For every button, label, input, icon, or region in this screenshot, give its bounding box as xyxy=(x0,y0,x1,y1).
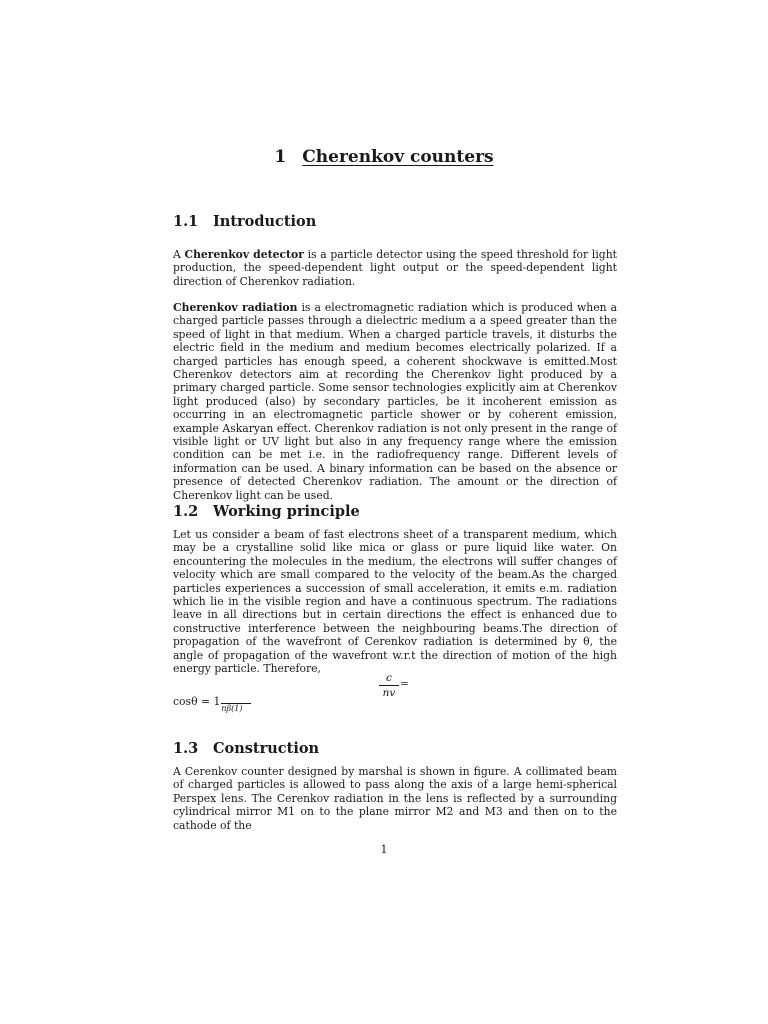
fraction-c-over-nv: c nv xyxy=(379,672,399,699)
term-cherenkov-detector: Cherenkov detector xyxy=(184,248,304,261)
cos-theta-equation: cosθ = 1 nβ(1) xyxy=(173,695,251,714)
section-number: 1 xyxy=(274,147,287,167)
construction-paragraph: A Cerenkov counter designed by marshal is shown in figure. A collimated beam of charged particles is allowed to pass along the axis of a large hemi-spherical Perspex lens. The Cerenkov radiation in the lens is reflected by a surrounding cylindrical mirror M1 on to the plane mirror M2 and M3 and then on to the cathode of the xyxy=(173,765,617,832)
subsection-number: 1.1 xyxy=(173,213,199,230)
equation-subscript-fraction: nβ(1) xyxy=(221,700,251,714)
subsection-number: 1.3 xyxy=(173,740,199,757)
intro-paragraph-1: A Cherenkov detector is a particle detector using the speed threshold for light production, the speed-dependent light output or the speed-dependent light direction of Cherenkov radiation. xyxy=(173,248,617,288)
subsection-title: Introduction xyxy=(213,213,317,230)
section-heading xyxy=(0,147,768,167)
page-number: 1 xyxy=(380,843,388,856)
working-paragraph: Let us consider a beam of fast electrons sheet of a transparent medium, which may be a crystalline solid like mica or glass or pure liquid like water. On encountering the molecules in the medium, the electrons will suffer changes of velocity which are small compared to the velocity of the beam.As the charged particles experiences a succession of small acceleration, it emits e.m. radiation which lie in the visible region and have a continuous spectrum. The radiations leave in all directions but in certain directions the effect is enhanced due to constructive interference between the neighbouring beams.The direction of propagation of the wavefront of Cerenkov radiation is determined by θ, the angle of propagation of the wavefront w.r.t the direction of motion of the high energy particle. Therefore, xyxy=(173,528,617,676)
subsection-title: Working principle xyxy=(213,503,360,520)
subsection-heading-introduction xyxy=(173,213,316,230)
subsection-heading-construction xyxy=(173,740,319,757)
fraction-equals-sign: = xyxy=(400,678,409,690)
subsection-title: Construction xyxy=(213,740,320,757)
term-cherenkov-radiation: Cherenkov radiation xyxy=(173,301,298,314)
subsection-number: 1.2 xyxy=(173,503,199,520)
section-title: Cherenkov counters xyxy=(302,147,494,167)
intro-paragraph-2: Cherenkov radiation is a electromagnetic radiation which is produced when a charged particle passes through a dielectric medium a a speed greater than the speed of light in that medium. When a charged particle travels, it disturbs the electric field in the medium and medium becomes electrically polarized. If a charged particles has enough speed, a coherent shockwave is emitted.Most Cherenkov detectors aim at recording the Cherenkov light produced by a primary charged particle. Some sensor technologies explicitly aim at Cherenkov light produced (also) by secondary particles, be it incoherent emission as occurring in an electromagnetic particle shower or by coherent emission, example Askaryan effect. Cherenkov radiation is not only present in the range of visible light or UV light but also in any frequency range where the emission condition can be met i.e. in the radiofrequency range. Different levels of information can be used. A binary information can be based on the absence or presence of detected Cherenkov radiation. The amount or the direction of Cherenkov light can be used. xyxy=(173,301,618,502)
subsection-heading-working-principle xyxy=(173,503,360,520)
